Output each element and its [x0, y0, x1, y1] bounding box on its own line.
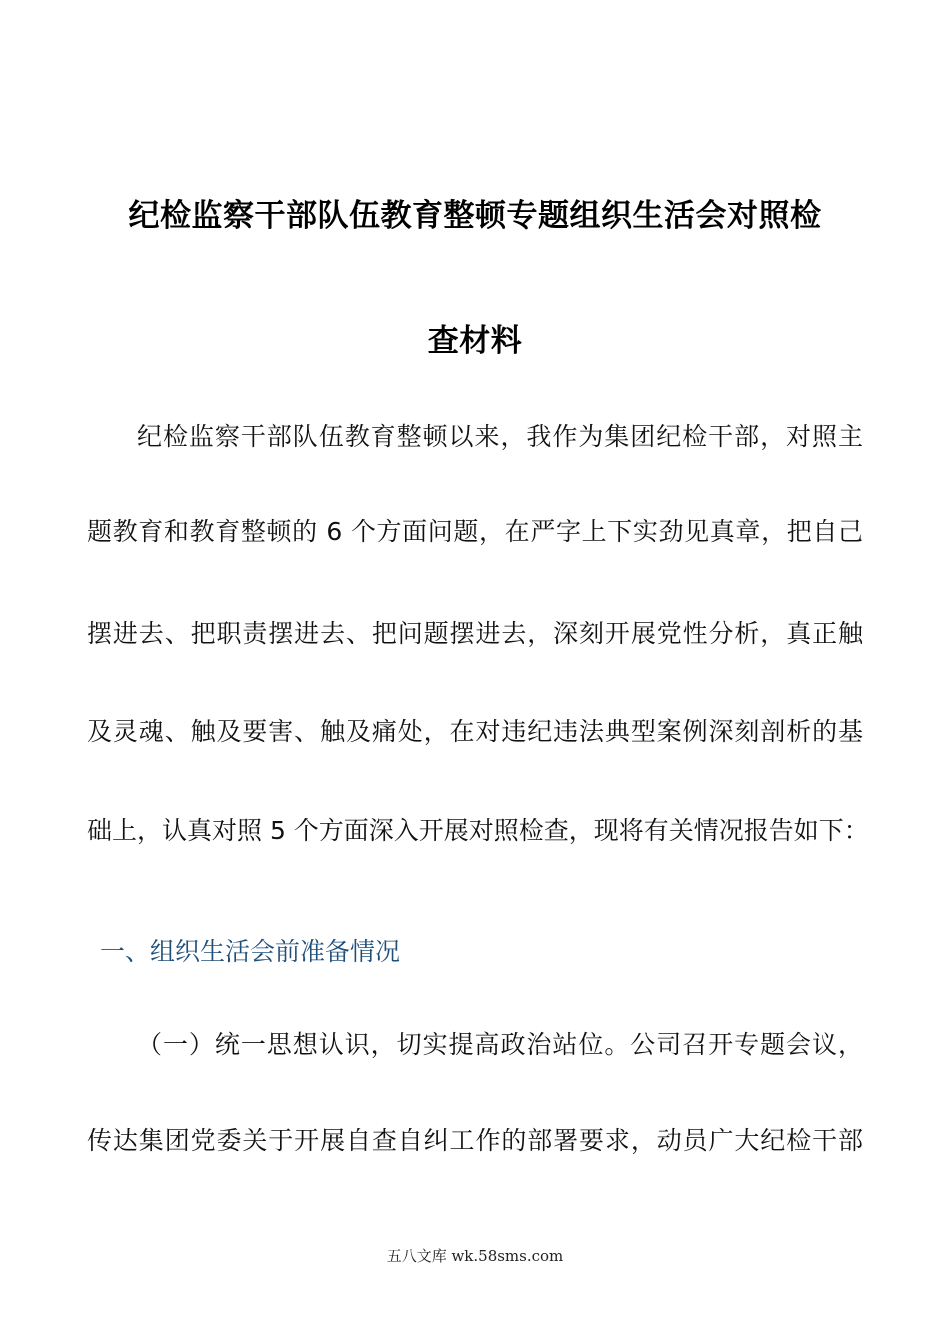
- paragraph-1-line-3: 摆进去、把职责摆进去、把问题摆进去，深刻开展党性分析，真正触: [87, 619, 863, 648]
- paragraph-2-line-1: （一）统一思想认识，切实提高政治站位。公司召开专题会议，: [137, 1030, 863, 1059]
- paragraph-1-line-1: 纪检监察干部队伍教育整顿以来，我作为集团纪检干部，对照主: [137, 422, 863, 451]
- section-1-heading: 一、组织生活会前准备情况: [100, 937, 401, 966]
- paragraph-2-line-2: 传达集团党委关于开展自查自纠工作的部署要求，动员广大纪检干部: [87, 1126, 863, 1155]
- paragraph-1-line-4: 及灵魂、触及要害、触及痛处，在对违纪违法典型案例深刻剖析的基: [87, 717, 863, 746]
- document-title-line-1: 纪检监察干部队伍教育整顿专题组织生活会对照检: [128, 198, 822, 234]
- document-title-line-2: 查材料: [427, 323, 523, 359]
- paragraph-1-line-2: 题教育和教育整顿的 6 个方面问题，在严字上下实劲见真章，把自己: [87, 517, 863, 546]
- paragraph-1-line-5: 础上，认真对照 5 个方面深入开展对照检查，现将有关情况报告如下：: [87, 816, 869, 845]
- footer-watermark: 五八文库 wk.58sms.com: [386, 1247, 564, 1265]
